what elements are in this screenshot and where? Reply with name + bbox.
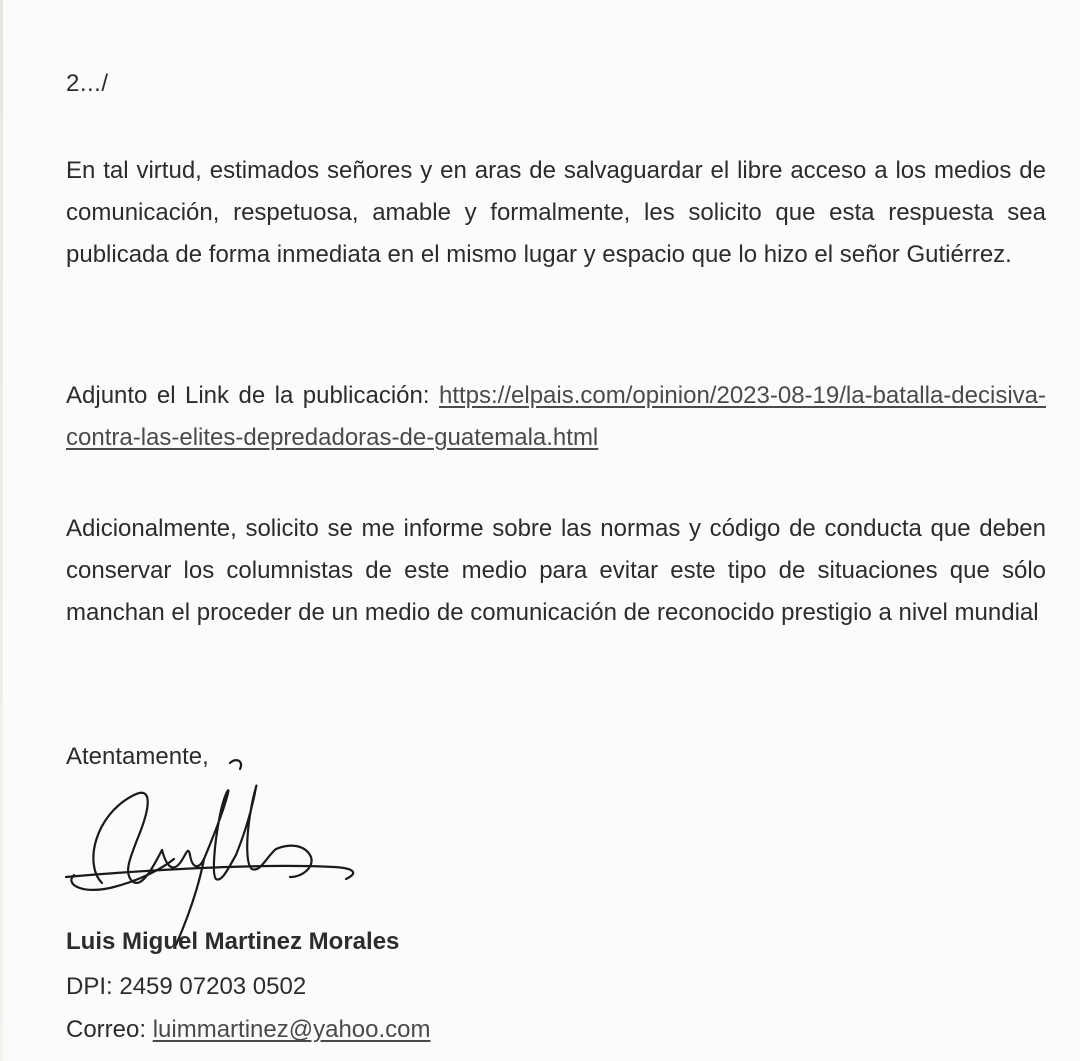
publication-link[interactable]: https://elpais.com/opinion/2023-08-19/la-batalla-decisiva-contra-las-elites-depredadoras-de-guatemala.html xyxy=(66,382,1046,451)
signatory-dpi: DPI: 2459 07203 0502 xyxy=(66,973,307,1000)
email-label: Correo: xyxy=(66,1016,153,1043)
closing-salutation: Atentamente, xyxy=(66,743,209,770)
paragraph-request: En tal virtud, estimados señores y en aras de salvaguardar el libre acceso a los medios de comunicación, respetuosa, amable y formalmente, les solicito que esta respuesta sea publicada de forma inmediata en el mismo lugar y espacio que lo hizo el señor Gutiérrez. xyxy=(66,157,1046,268)
paragraph-link xyxy=(66,375,1046,459)
signatory-name: Luis Miguel Martinez Morales xyxy=(66,928,400,955)
signatory-email-line xyxy=(66,1016,431,1044)
handwritten-signature xyxy=(54,755,364,955)
link-intro-text: Adjunto el Link de la publicación: xyxy=(66,382,439,409)
email-link[interactable]: luimmartinez@yahoo.com xyxy=(152,1016,431,1043)
page-number: 2.../ xyxy=(66,70,109,97)
scan-edge xyxy=(0,0,3,1061)
paragraph-additional-request: Adicionalmente, solicito se me informe sobre las normas y código de conducta que deben conservar los columnistas de este medio para evitar este tipo de situaciones que sólo manchan el proceder de un medio de comunicación de reconocido prestigio a nivel mundial xyxy=(66,515,1046,626)
